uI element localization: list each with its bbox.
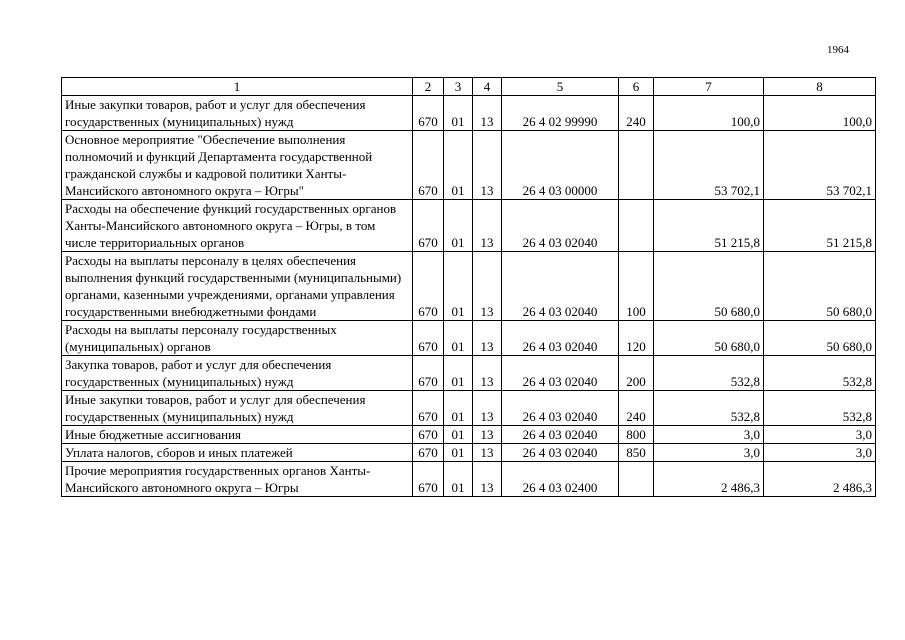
row-rz: 01 bbox=[444, 444, 473, 462]
row-ved: 670 bbox=[413, 321, 444, 356]
row-vr bbox=[619, 131, 654, 200]
header-cell-5: 5 bbox=[502, 78, 619, 96]
row-vr: 100 bbox=[619, 252, 654, 321]
row-csr: 26 4 03 02040 bbox=[502, 391, 619, 426]
row-vr: 120 bbox=[619, 321, 654, 356]
row-csr: 26 4 03 02040 bbox=[502, 252, 619, 321]
table-row bbox=[62, 96, 876, 131]
row-sum-1: 532,8 bbox=[654, 356, 764, 391]
row-rz: 01 bbox=[444, 356, 473, 391]
row-name: Закупка товаров, работ и услуг для обеспечения государственных (муниципальных) нужд bbox=[62, 356, 413, 391]
row-sum-2: 50 680,0 bbox=[764, 252, 876, 321]
table-row bbox=[62, 321, 876, 356]
row-vr bbox=[619, 462, 654, 497]
table-row bbox=[62, 252, 876, 321]
row-pr: 13 bbox=[473, 321, 502, 356]
row-name: Расходы на обеспечение функций государственных органов Ханты-Мансийского автономного округа – Югры, в том числе территориальных органов bbox=[62, 200, 413, 252]
row-name: Уплата налогов, сборов и иных платежей bbox=[62, 444, 413, 462]
budget-table bbox=[61, 77, 876, 497]
row-rz: 01 bbox=[444, 391, 473, 426]
budget-table-body bbox=[62, 78, 876, 497]
row-pr: 13 bbox=[473, 426, 502, 444]
row-sum-1: 50 680,0 bbox=[654, 252, 764, 321]
table-row bbox=[62, 391, 876, 426]
table-row bbox=[62, 444, 876, 462]
row-vr: 240 bbox=[619, 96, 654, 131]
row-sum-2: 51 215,8 bbox=[764, 200, 876, 252]
row-ved: 670 bbox=[413, 96, 444, 131]
table-row bbox=[62, 200, 876, 252]
row-rz: 01 bbox=[444, 321, 473, 356]
row-sum-1: 532,8 bbox=[654, 391, 764, 426]
row-name: Расходы на выплаты персоналу государственных (муниципальных) органов bbox=[62, 321, 413, 356]
row-vr: 200 bbox=[619, 356, 654, 391]
row-rz: 01 bbox=[444, 426, 473, 444]
row-sum-1: 3,0 bbox=[654, 426, 764, 444]
header-cell-7: 7 bbox=[654, 78, 764, 96]
row-ved: 670 bbox=[413, 462, 444, 497]
row-name: Иные бюджетные ассигнования bbox=[62, 426, 413, 444]
row-csr: 26 4 02 99990 bbox=[502, 96, 619, 131]
row-pr: 13 bbox=[473, 131, 502, 200]
row-vr: 240 bbox=[619, 391, 654, 426]
header-cell-2: 2 bbox=[413, 78, 444, 96]
row-vr: 800 bbox=[619, 426, 654, 444]
row-sum-2: 53 702,1 bbox=[764, 131, 876, 200]
page-number: 1964 bbox=[827, 44, 849, 56]
row-name: Расходы на выплаты персоналу в целях обеспечения выполнения функций государственными (муниципальными) органами, казенными учреждениями, органами управления государственными внебюджетными фондами bbox=[62, 252, 413, 321]
table-header-row bbox=[62, 78, 876, 96]
table-row bbox=[62, 356, 876, 391]
row-ved: 670 bbox=[413, 426, 444, 444]
row-sum-1: 3,0 bbox=[654, 444, 764, 462]
row-sum-1: 50 680,0 bbox=[654, 321, 764, 356]
row-pr: 13 bbox=[473, 356, 502, 391]
row-pr: 13 bbox=[473, 462, 502, 497]
row-ved: 670 bbox=[413, 252, 444, 321]
row-pr: 13 bbox=[473, 252, 502, 321]
row-pr: 13 bbox=[473, 444, 502, 462]
row-sum-2: 3,0 bbox=[764, 444, 876, 462]
row-sum-1: 53 702,1 bbox=[654, 131, 764, 200]
row-rz: 01 bbox=[444, 131, 473, 200]
row-rz: 01 bbox=[444, 462, 473, 497]
row-csr: 26 4 03 02040 bbox=[502, 356, 619, 391]
row-pr: 13 bbox=[473, 391, 502, 426]
row-csr: 26 4 03 02040 bbox=[502, 321, 619, 356]
header-cell-6: 6 bbox=[619, 78, 654, 96]
row-ved: 670 bbox=[413, 444, 444, 462]
row-pr: 13 bbox=[473, 200, 502, 252]
row-vr: 850 bbox=[619, 444, 654, 462]
row-name: Прочие мероприятия государственных органов Ханты-Мансийского автономного округа – Югры bbox=[62, 462, 413, 497]
table-row bbox=[62, 426, 876, 444]
row-name: Иные закупки товаров, работ и услуг для обеспечения государственных (муниципальных) нужд bbox=[62, 96, 413, 131]
row-sum-2: 532,8 bbox=[764, 391, 876, 426]
row-pr: 13 bbox=[473, 96, 502, 131]
row-rz: 01 bbox=[444, 252, 473, 321]
row-sum-2: 532,8 bbox=[764, 356, 876, 391]
row-csr: 26 4 03 02040 bbox=[502, 200, 619, 252]
row-csr: 26 4 03 02040 bbox=[502, 444, 619, 462]
header-cell-4: 4 bbox=[473, 78, 502, 96]
row-ved: 670 bbox=[413, 131, 444, 200]
header-cell-3: 3 bbox=[444, 78, 473, 96]
row-sum-1: 51 215,8 bbox=[654, 200, 764, 252]
row-sum-2: 50 680,0 bbox=[764, 321, 876, 356]
row-name: Основное мероприятие "Обеспечение выполнения полномочий и функций Департамента государственной гражданской службы и кадровой политики Ханты-Мансийского автономного округа – Югры" bbox=[62, 131, 413, 200]
row-csr: 26 4 03 02400 bbox=[502, 462, 619, 497]
row-ved: 670 bbox=[413, 391, 444, 426]
row-vr bbox=[619, 200, 654, 252]
row-sum-2: 100,0 bbox=[764, 96, 876, 131]
row-ved: 670 bbox=[413, 356, 444, 391]
header-cell-8: 8 bbox=[764, 78, 876, 96]
row-sum-2: 3,0 bbox=[764, 426, 876, 444]
row-sum-1: 2 486,3 bbox=[654, 462, 764, 497]
header-cell-1: 1 bbox=[62, 78, 413, 96]
table-row bbox=[62, 462, 876, 497]
row-sum-1: 100,0 bbox=[654, 96, 764, 131]
row-rz: 01 bbox=[444, 200, 473, 252]
row-sum-2: 2 486,3 bbox=[764, 462, 876, 497]
table-row bbox=[62, 131, 876, 200]
row-rz: 01 bbox=[444, 96, 473, 131]
row-name: Иные закупки товаров, работ и услуг для обеспечения государственных (муниципальных) нужд bbox=[62, 391, 413, 426]
row-csr: 26 4 03 02040 bbox=[502, 426, 619, 444]
row-ved: 670 bbox=[413, 200, 444, 252]
row-csr: 26 4 03 00000 bbox=[502, 131, 619, 200]
